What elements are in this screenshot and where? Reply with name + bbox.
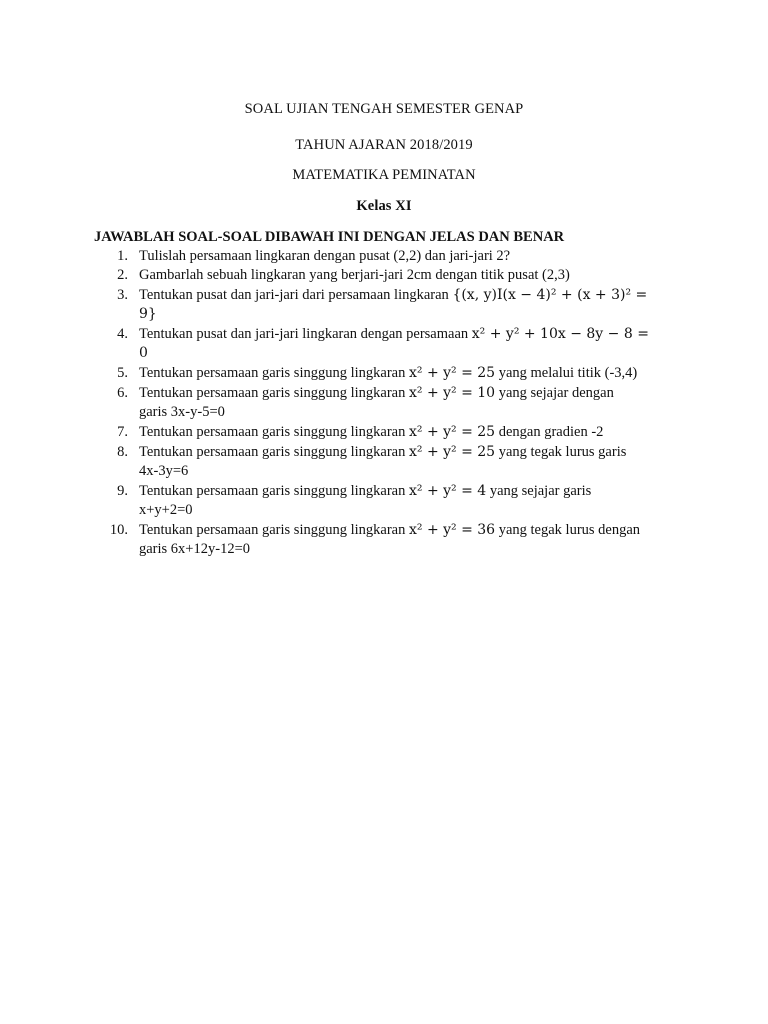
question-text: Gambarlah sebuah lingkaran yang berjari-jari 2cm dengan titik pusat (2,3) xyxy=(139,267,570,283)
question-text: Tentukan persamaan garis singgung lingkaran x² + y² = 10 yang sejajar dengan xyxy=(139,385,614,401)
class-label: Kelas XI xyxy=(356,198,412,214)
math-expression: x² + y² = 25 xyxy=(408,444,496,460)
question-text: Tulislah persamaan lingkaran dengan pusat (2,2) dan jari-jari 2? xyxy=(139,248,511,264)
question-text: garis 6x+12y-12=0 xyxy=(139,541,250,557)
question-text: Tentukan pusat dan jari-jari dari persamaan lingkaran {(x, y)I(x − 4)² + (x + 3)² = xyxy=(139,287,648,303)
math-expression: {(x, y)I(x − 4)² + (x + 3)² = xyxy=(452,287,648,303)
question-text: Tentukan persamaan garis singgung lingkaran x² + y² = 25 yang melalui titik (-3,4) xyxy=(139,365,638,381)
question-number: 8. xyxy=(117,444,128,460)
math-expression: 0 xyxy=(139,345,148,361)
math-expression: x² + y² + 10x − 8y − 8 = xyxy=(471,326,649,342)
question-text: x+y+2=0 xyxy=(139,502,193,518)
question-text: garis 3x-y-5=0 xyxy=(139,404,225,420)
exam-title: SOAL UJIAN TENGAH SEMESTER GENAP xyxy=(244,101,524,117)
subject-title: MATEMATIKA PEMINATAN xyxy=(292,167,476,183)
question-text: Tentukan persamaan garis singgung lingkaran x² + y² = 25 dengan gradien -2 xyxy=(139,424,604,440)
question-text: 4x-3y=6 xyxy=(139,463,189,479)
question-text: Tentukan persamaan garis singgung lingkaran x² + y² = 36 yang tegak lurus dengan xyxy=(139,522,641,538)
question-number: 10. xyxy=(109,522,128,538)
question-number: 5. xyxy=(117,365,128,381)
instruction-heading: JAWABLAH SOAL-SOAL DIBAWAH INI DENGAN JELAS DAN BENAR xyxy=(94,229,565,245)
question-text: Tentukan persamaan garis singgung lingkaran x² + y² = 4 yang sejajar garis xyxy=(139,483,592,499)
math-expression: x² + y² = 4 xyxy=(408,483,487,499)
math-expression: 9} xyxy=(139,306,157,322)
question-number: 3. xyxy=(117,287,128,303)
academic-year: TAHUN AJARAN 2018/2019 xyxy=(295,137,473,153)
question-text: Tentukan pusat dan jari-jari lingkaran dengan persamaan x² + y² + 10x − 8y − 8 = xyxy=(139,326,649,342)
question-number: 7. xyxy=(117,424,128,440)
question-number: 1. xyxy=(117,248,128,264)
question-text: Tentukan persamaan garis singgung lingkaran x² + y² = 25 yang tegak lurus garis xyxy=(139,444,627,460)
question-number: 6. xyxy=(117,385,128,401)
math-expression: x² + y² = 25 xyxy=(408,365,496,381)
question-number: 4. xyxy=(117,326,128,342)
question-number: 2. xyxy=(117,267,128,283)
math-expression: x² + y² = 36 xyxy=(408,522,496,538)
math-expression: x² + y² = 10 xyxy=(408,385,496,401)
math-expression: x² + y² = 25 xyxy=(408,424,496,440)
question-number: 9. xyxy=(117,483,128,499)
